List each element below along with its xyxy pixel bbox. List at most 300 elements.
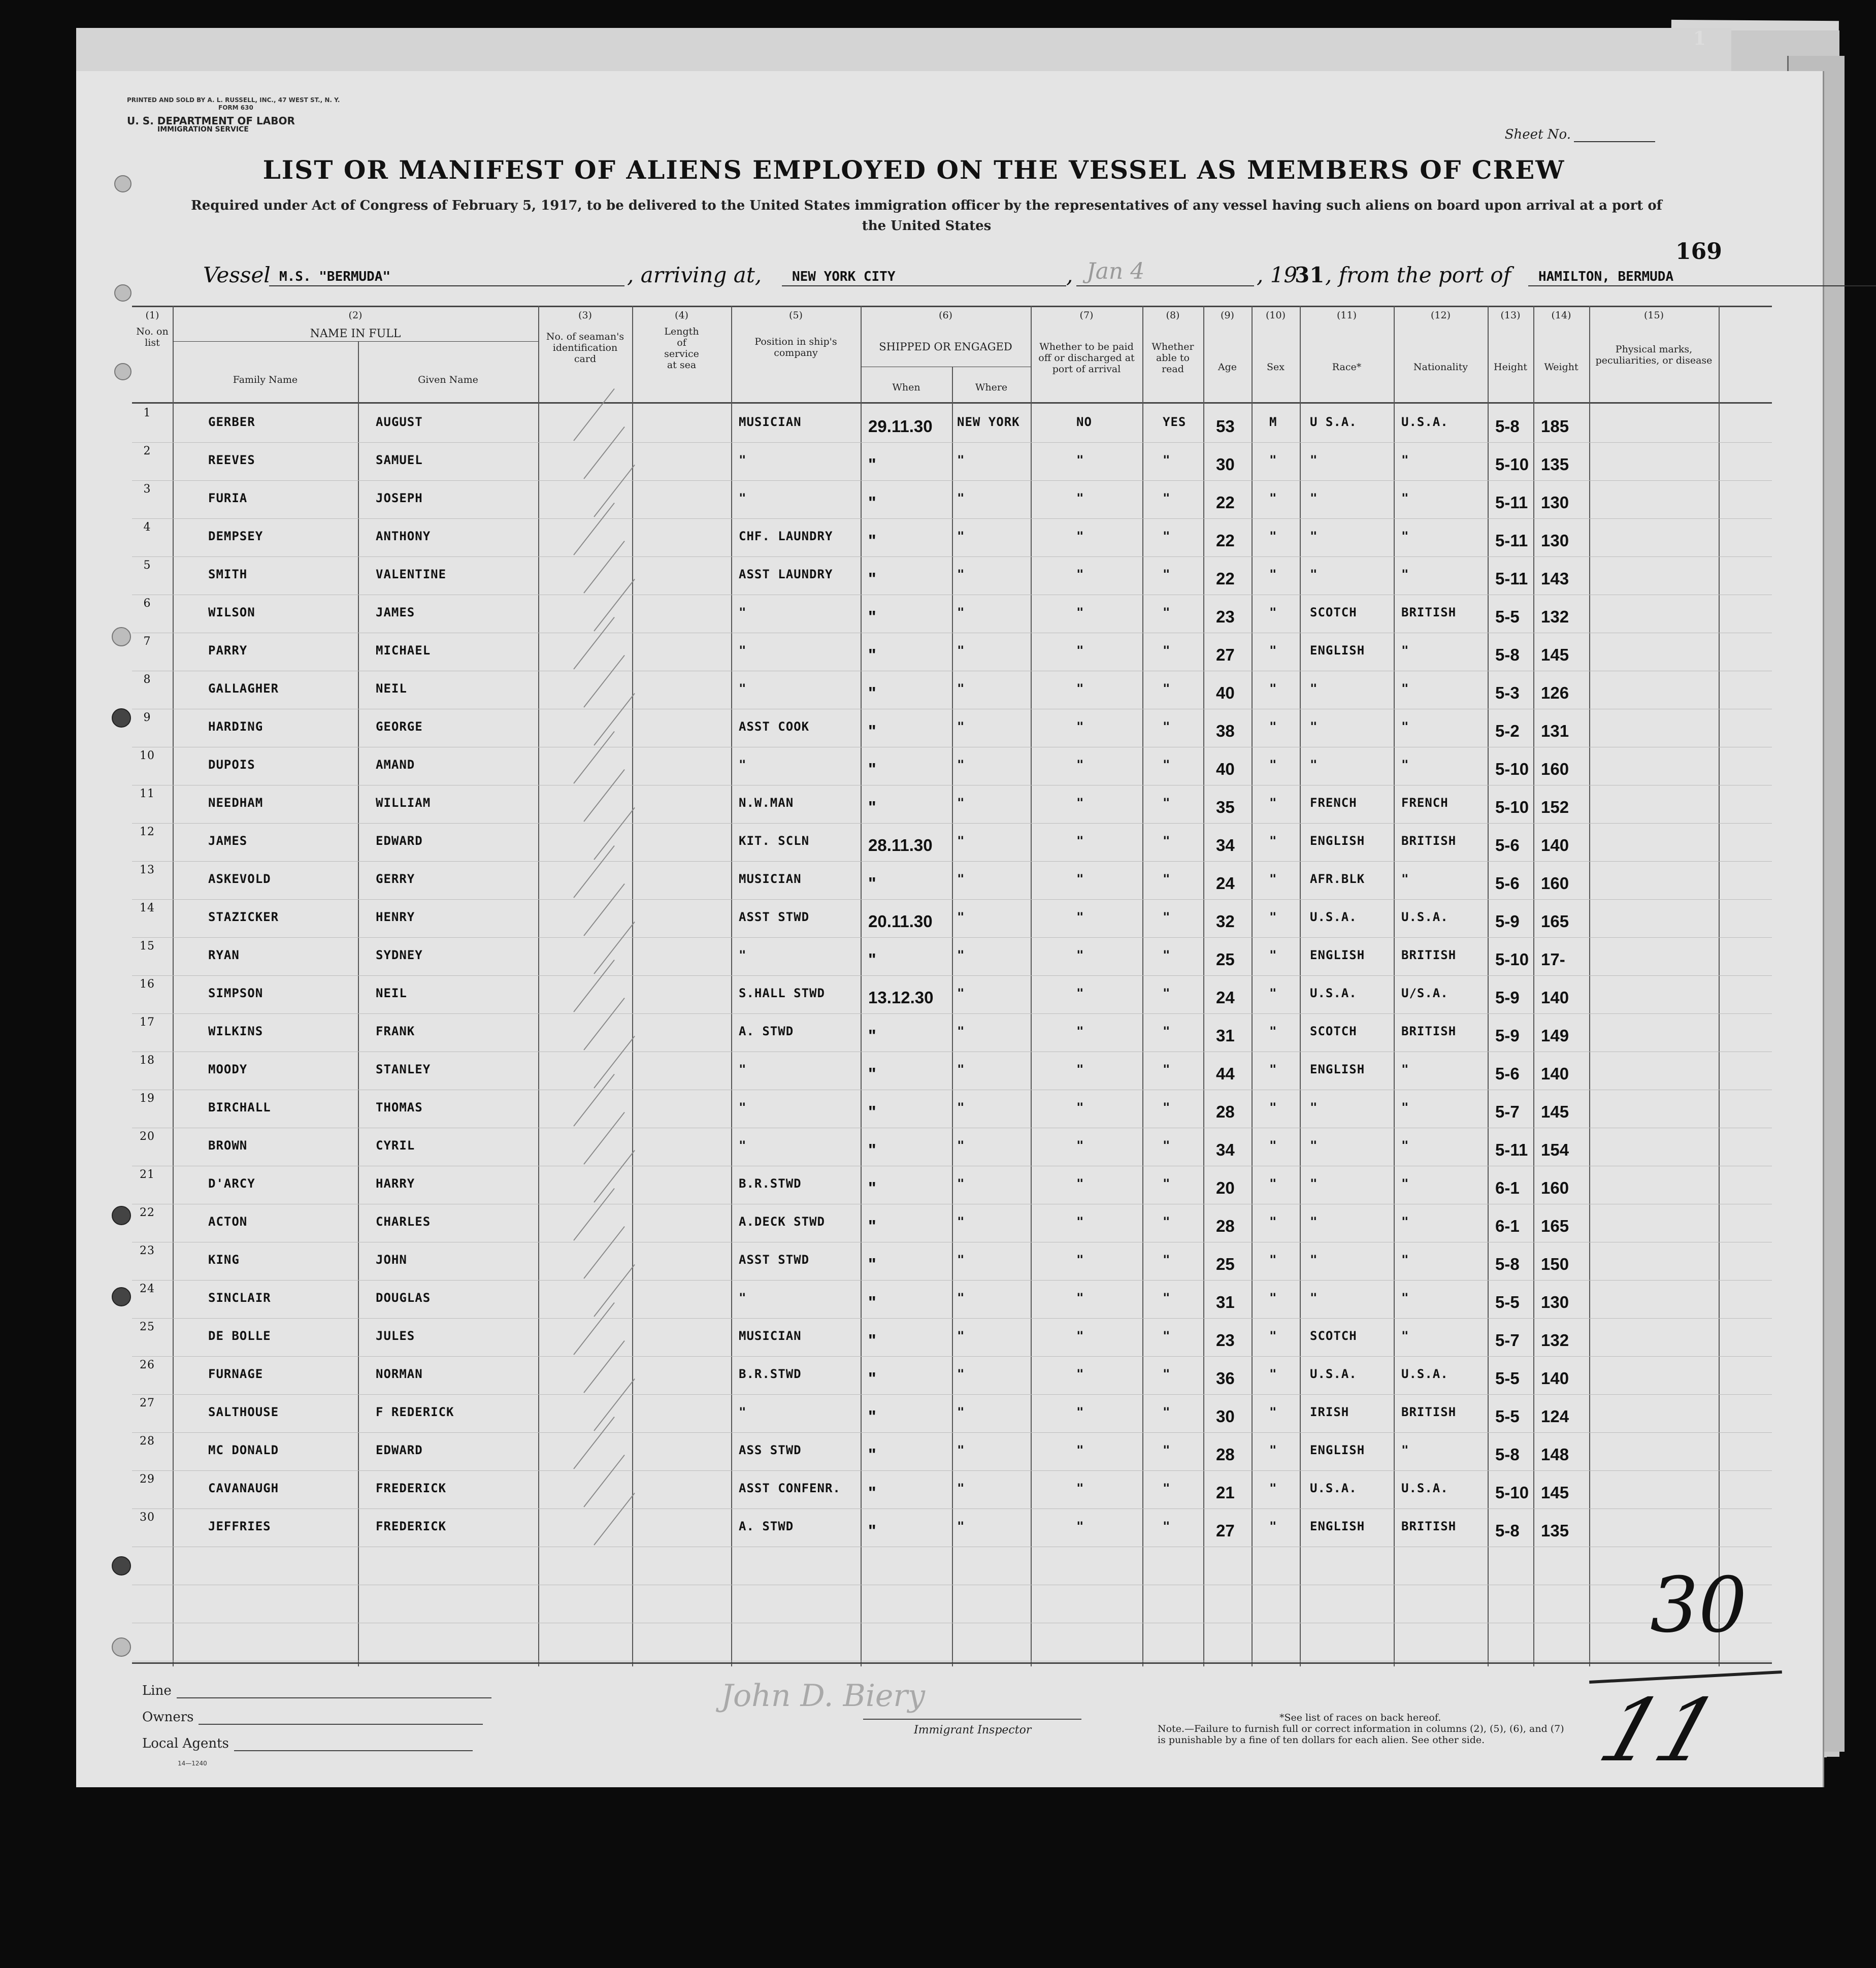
cell-when: 28.11.30 [868, 836, 933, 855]
cell-sex: " [1269, 567, 1277, 581]
cell-age: 27 [1216, 645, 1235, 664]
cell-where: " [957, 1024, 965, 1038]
cell-paid: " [1076, 529, 1084, 543]
table-row [132, 1166, 1772, 1204]
cell-no: 10 [140, 749, 155, 762]
cell-family: DUPOIS [208, 758, 255, 772]
cell-height: 6-1 [1495, 1178, 1520, 1197]
cell-nationality: " [1401, 1100, 1409, 1114]
cell-sex: " [1269, 758, 1277, 772]
cell-family: FURIA [208, 491, 248, 505]
col-header-age: Age [1217, 362, 1237, 373]
cell-height: 5-10 [1495, 1483, 1529, 1502]
cell-where: " [957, 1138, 965, 1153]
col-header-sex: Sex [1267, 362, 1285, 373]
inspector-label: Immigrant Inspector [914, 1724, 1032, 1736]
cell-race: ENGLISH [1310, 834, 1365, 848]
cell-when: " [868, 1331, 876, 1350]
table-row [132, 1395, 1772, 1433]
table-row [132, 1014, 1772, 1052]
cell-sex: " [1269, 1329, 1277, 1343]
cell-no: 23 [140, 1244, 155, 1257]
cell-paid: " [1076, 1062, 1084, 1076]
cell-position: " [739, 1138, 747, 1153]
cell-position: " [739, 605, 747, 619]
cell-race: " [1310, 491, 1318, 505]
cell-position: " [739, 491, 747, 505]
cell-when: " [868, 874, 876, 893]
cell-read: " [1163, 1443, 1171, 1457]
signature-line [863, 1719, 1081, 1720]
cell-where: " [957, 986, 965, 1000]
punch-hole [112, 627, 131, 646]
cell-height: 6-1 [1495, 1217, 1520, 1235]
cell-age: 36 [1216, 1369, 1235, 1388]
cell-age: 28 [1216, 1102, 1235, 1121]
cell-no: 1 [143, 407, 151, 419]
cell-age: 34 [1216, 1140, 1235, 1159]
cell-paid: " [1076, 796, 1084, 810]
table-row [132, 557, 1772, 595]
cell-given: JOSEPH [376, 491, 423, 505]
cell-paid: NO [1076, 415, 1092, 429]
cell-height: 5-11 [1495, 531, 1528, 550]
cell-where: " [957, 643, 965, 658]
cell-where: " [957, 1405, 965, 1419]
cell-no: 18 [140, 1054, 155, 1067]
cell-weight: 132 [1541, 1331, 1569, 1350]
table-row [132, 443, 1772, 481]
cell-family: D'ARCY [208, 1176, 255, 1191]
cell-family: CAVANAUGH [208, 1481, 279, 1495]
pencil-mark [573, 388, 615, 441]
cell-height: 5-6 [1495, 874, 1520, 893]
punch-hole [112, 1206, 131, 1225]
cell-read: " [1163, 1405, 1171, 1419]
cell-sex: " [1269, 529, 1277, 543]
table-row [132, 671, 1772, 709]
cell-sex: " [1269, 1443, 1277, 1457]
cell-weight: 130 [1541, 493, 1569, 512]
cell-position: N.W.MAN [739, 796, 794, 810]
col-header-read: Whether able to read [1151, 341, 1194, 375]
cell-sex: " [1269, 872, 1277, 886]
cell-where: " [957, 834, 965, 848]
cell-where: " [957, 681, 965, 696]
vessel-field: M.S. "BERMUDA" [269, 265, 624, 286]
cell-when: " [868, 1140, 876, 1159]
table-row [132, 1204, 1772, 1242]
cell-read: " [1163, 1024, 1171, 1038]
cell-family: RYAN [208, 948, 240, 962]
table-row [132, 709, 1772, 747]
cell-given: SAMUEL [376, 453, 423, 467]
cell-given: NEIL [376, 681, 407, 696]
cell-read: " [1163, 986, 1171, 1000]
cell-no: 13 [140, 864, 155, 876]
cell-paid: " [1076, 1329, 1084, 1343]
line-field: Line [142, 1683, 491, 1698]
table-row [132, 1357, 1772, 1395]
cell-when: " [868, 1407, 876, 1426]
cell-age: 20 [1216, 1178, 1235, 1197]
cell-read: " [1163, 643, 1171, 658]
col-header-physical-marks: Physical marks, peculiarities, or disease [1595, 344, 1713, 366]
cell-family: REEVES [208, 453, 255, 467]
cell-nationality: " [1401, 453, 1409, 467]
cell-nationality: " [1401, 643, 1409, 658]
cell-age: 24 [1216, 988, 1235, 1007]
cell-read: " [1163, 1138, 1171, 1153]
cell-height: 5-8 [1495, 1521, 1520, 1540]
stamp-number: 169 [1675, 239, 1722, 265]
cell-no: 9 [143, 711, 151, 724]
cell-given: F REDERICK [376, 1405, 454, 1419]
cell-family: FURNAGE [208, 1367, 264, 1381]
page-number: 1 [1693, 28, 1706, 49]
cell-given: MICHAEL [376, 643, 431, 658]
cell-sex: " [1269, 681, 1277, 696]
cell-nationality: FRENCH [1401, 796, 1449, 810]
handwritten-total: 30 [1650, 1561, 1747, 1650]
cell-no: 30 [140, 1511, 155, 1524]
cell-where: " [957, 605, 965, 619]
cell-when: 13.12.30 [868, 988, 934, 1007]
table-row [132, 1319, 1772, 1357]
cell-nationality: U.S.A. [1401, 1367, 1449, 1381]
cell-no: 11 [140, 788, 155, 800]
cell-sex: M [1269, 415, 1277, 429]
cell-age: 35 [1216, 798, 1235, 816]
cell-weight: 160 [1541, 760, 1569, 778]
cell-no: 29 [140, 1473, 155, 1486]
cell-nationality: BRITISH [1401, 1405, 1457, 1419]
cell-position: " [739, 1291, 747, 1305]
cell-given: FREDERICK [376, 1481, 447, 1495]
cell-weight: 130 [1541, 1293, 1569, 1311]
cell-when: " [868, 607, 876, 626]
cell-height: 5-6 [1495, 1064, 1520, 1083]
arriving-field: NEW YORK CITY [782, 265, 1066, 286]
cell-sex: " [1269, 796, 1277, 810]
cell-race: " [1310, 1253, 1318, 1267]
col-header-shipped: SHIPPED OR ENGAGED [879, 341, 1012, 353]
cell-when: " [868, 760, 876, 778]
col-10-number: (10) [1265, 310, 1286, 321]
cell-when: " [868, 798, 876, 816]
cell-nationality: " [1401, 491, 1409, 505]
cell-family: NEEDHAM [208, 796, 264, 810]
cell-where: " [957, 1329, 965, 1343]
col-8-number: (8) [1166, 310, 1180, 321]
cell-position: ASST STWD [739, 910, 810, 924]
col-header-weight: Weight [1544, 362, 1578, 373]
cell-sex: " [1269, 605, 1277, 619]
table-row [132, 1128, 1772, 1166]
page-subtitle: Required under Act of Congress of February 5, 1917, to be delivered to the United States immigration officer by the representatives of any vessel having such aliens on board upon arrival at a port of the United States [191, 198, 1662, 234]
cell-height: 5-7 [1495, 1102, 1520, 1121]
cell-sex: " [1269, 1481, 1277, 1495]
cell-paid: " [1076, 1405, 1084, 1419]
table-row [132, 785, 1772, 824]
cell-no: 20 [140, 1130, 155, 1143]
cell-no: 26 [140, 1359, 155, 1371]
cell-when: " [868, 1102, 876, 1121]
cell-read: " [1163, 758, 1171, 772]
cell-paid: " [1076, 1215, 1084, 1229]
cell-nationality: U.S.A. [1401, 910, 1449, 924]
cell-paid: " [1076, 453, 1084, 467]
cell-when: " [868, 645, 876, 664]
cell-read: " [1163, 1519, 1171, 1533]
owners-field: Owners [142, 1710, 483, 1725]
cell-where: " [957, 796, 965, 810]
table-row [132, 633, 1772, 671]
cell-height: 5-9 [1495, 988, 1520, 1007]
cell-nationality: " [1401, 1138, 1409, 1153]
cell-race: U.S.A. [1310, 1367, 1357, 1381]
col-header-given-name: Given Name [418, 374, 478, 385]
table-row [132, 1052, 1772, 1090]
col-header-family-name: Family Name [233, 374, 298, 385]
cell-read: " [1163, 1176, 1171, 1191]
cell-given: WILLIAM [376, 796, 431, 810]
cell-family: MOODY [208, 1062, 248, 1076]
cell-age: 22 [1216, 569, 1235, 588]
cell-when: " [868, 455, 876, 474]
cell-weight: 126 [1541, 683, 1569, 702]
from-port-label: , from the port of [1325, 263, 1511, 287]
cell-paid: " [1076, 605, 1084, 619]
cell-family: KING [208, 1253, 240, 1267]
cell-given: GERRY [376, 872, 415, 886]
col-15-number: (15) [1643, 310, 1664, 321]
cell-given: JOHN [376, 1253, 407, 1267]
cell-nationality: " [1401, 567, 1409, 581]
sheet-number-field: Sheet No. [1505, 127, 1655, 142]
cell-when: " [868, 531, 876, 550]
cell-height: 5-2 [1495, 721, 1520, 740]
cell-race: " [1310, 719, 1318, 734]
cell-sex: " [1269, 1024, 1277, 1038]
table-row [132, 519, 1772, 557]
punch-hole [112, 1287, 131, 1306]
cell-given: CHARLES [376, 1215, 431, 1229]
cell-age: 27 [1216, 1521, 1235, 1540]
cell-family: DEMPSEY [208, 529, 264, 543]
cell-position: ASS STWD [739, 1443, 802, 1457]
cell-race: ENGLISH [1310, 643, 1365, 658]
cell-nationality: " [1401, 1062, 1409, 1076]
cell-height: 5-10 [1495, 760, 1529, 778]
table-row [132, 1090, 1772, 1128]
local-agents-field: Local Agents [142, 1736, 473, 1751]
cell-nationality: " [1401, 1443, 1409, 1457]
col-11-number: (11) [1336, 310, 1357, 321]
cell-no: 12 [140, 826, 155, 838]
col-header-height: Height [1494, 362, 1527, 373]
table-row [132, 481, 1772, 519]
cell-nationality: " [1401, 529, 1409, 543]
cell-when: " [868, 569, 876, 588]
cell-position: " [739, 1062, 747, 1076]
cell-nationality: " [1401, 719, 1409, 734]
cell-paid: " [1076, 1443, 1084, 1457]
cell-paid: " [1076, 1100, 1084, 1114]
cell-weight: 185 [1541, 417, 1569, 436]
cell-age: 25 [1216, 1255, 1235, 1273]
cell-race: U S.A. [1310, 415, 1357, 429]
cell-height: 5-10 [1495, 798, 1529, 816]
cell-where: " [957, 1215, 965, 1229]
cell-height: 5-8 [1495, 1445, 1520, 1464]
cell-where: " [957, 1253, 965, 1267]
cell-sex: " [1269, 986, 1277, 1000]
cell-given: EDWARD [376, 1443, 423, 1457]
col-header-service: Length of service at sea [664, 326, 699, 371]
table-row [132, 747, 1772, 785]
cell-when: " [868, 1178, 876, 1197]
cell-read: " [1163, 1062, 1171, 1076]
col-header-no: No. on list [136, 326, 169, 348]
table-row [132, 1242, 1772, 1281]
cell-position: MUSICIAN [739, 872, 802, 886]
cell-no: 28 [140, 1435, 155, 1448]
cell-nationality: " [1401, 1215, 1409, 1229]
col-2-number: (2) [348, 310, 363, 321]
cell-given: GEORGE [376, 719, 423, 734]
cell-weight: 135 [1541, 1521, 1569, 1540]
cell-nationality: BRITISH [1401, 1024, 1457, 1038]
cell-age: 38 [1216, 721, 1235, 740]
table-row [132, 1471, 1772, 1509]
cell-weight: 140 [1541, 836, 1569, 855]
cell-paid: " [1076, 1519, 1084, 1533]
cell-paid: " [1076, 681, 1084, 696]
cell-read: " [1163, 605, 1171, 619]
col-9-number: (9) [1221, 310, 1234, 321]
cell-when: 29.11.30 [868, 417, 933, 436]
punch-hole [112, 1637, 131, 1657]
cell-read: " [1163, 681, 1171, 696]
page-title: LIST OR MANIFEST OF ALIENS EMPLOYED ON THE VESSEL AS MEMBERS OF CREW [262, 155, 1565, 185]
cell-where: " [957, 529, 965, 543]
cell-where: " [957, 1062, 965, 1076]
cell-family: JEFFRIES [208, 1519, 271, 1533]
cell-sex: " [1269, 1062, 1277, 1076]
cell-weight: 140 [1541, 1064, 1569, 1083]
cell-family: BIRCHALL [208, 1100, 271, 1114]
cell-weight: 17- [1541, 950, 1565, 969]
cell-when: " [868, 1026, 876, 1045]
table-row [132, 976, 1772, 1014]
department-heading: U. S. DEPARTMENT OF LABOR IMMIGRATION SERVICE [127, 115, 295, 134]
cell-nationality: " [1401, 1176, 1409, 1191]
cell-position: " [739, 681, 747, 696]
cell-read: " [1163, 1329, 1171, 1343]
table-row [132, 595, 1772, 633]
cell-when: " [868, 950, 876, 969]
table-row [132, 938, 1772, 976]
cell-no: 8 [143, 673, 151, 686]
cell-age: 22 [1216, 493, 1235, 512]
cell-position: " [739, 643, 747, 658]
year-label: , 19 [1257, 263, 1298, 287]
cell-sex: " [1269, 453, 1277, 467]
cell-age: 40 [1216, 683, 1235, 702]
cell-family: DE BOLLE [208, 1329, 271, 1343]
cell-paid: " [1076, 1253, 1084, 1267]
cell-race: U.S.A. [1310, 986, 1357, 1000]
cell-position: B.R.STWD [739, 1176, 802, 1191]
cell-height: 5-11 [1495, 569, 1528, 588]
cell-where: " [957, 872, 965, 886]
cell-nationality: BRITISH [1401, 605, 1457, 619]
cell-weight: 132 [1541, 607, 1569, 626]
cell-age: 23 [1216, 1331, 1235, 1350]
cell-when: " [868, 721, 876, 740]
cell-no: 4 [143, 521, 151, 534]
cell-paid: " [1076, 872, 1084, 886]
cell-no: 24 [140, 1283, 155, 1295]
cell-race: IRISH [1310, 1405, 1350, 1419]
cell-race: " [1310, 1291, 1318, 1305]
cell-when: " [868, 683, 876, 702]
cell-given: CYRIL [376, 1138, 415, 1153]
cell-position: KIT. SCLN [739, 834, 810, 848]
cell-no: 25 [140, 1321, 155, 1333]
cell-sex: " [1269, 491, 1277, 505]
cell-nationality: " [1401, 872, 1409, 886]
date-field: Jan 4 [1076, 265, 1254, 286]
cell-family: SIMPSON [208, 986, 264, 1000]
cell-weight: 140 [1541, 1369, 1569, 1388]
cell-where: " [957, 1519, 965, 1533]
cell-weight: 143 [1541, 569, 1569, 588]
cell-read: " [1163, 567, 1171, 581]
cell-age: 25 [1216, 950, 1235, 969]
cell-family: HARDING [208, 719, 264, 734]
cell-weight: 165 [1541, 912, 1569, 931]
cell-height: 5-9 [1495, 1026, 1520, 1045]
cell-weight: 165 [1541, 1217, 1569, 1235]
cell-sex: " [1269, 1291, 1277, 1305]
cell-weight: 124 [1541, 1407, 1569, 1426]
cell-age: 23 [1216, 607, 1235, 626]
cell-read: " [1163, 834, 1171, 848]
cell-no: 15 [140, 940, 155, 953]
cell-where: " [957, 1176, 965, 1191]
cell-read: " [1163, 453, 1171, 467]
cell-paid: " [1076, 1024, 1084, 1038]
cell-position: " [739, 1405, 747, 1419]
cell-race: U.S.A. [1310, 910, 1357, 924]
cell-race: " [1310, 1138, 1318, 1153]
cell-age: 21 [1216, 1483, 1235, 1502]
cell-where: " [957, 758, 965, 772]
cell-height: 5-8 [1495, 645, 1520, 664]
cell-height: 5-11 [1495, 1140, 1528, 1159]
cell-nationality: BRITISH [1401, 948, 1457, 962]
printer-imprint: PRINTED AND SOLD BY A. L. RUSSELL, INC., 47 WEST ST., N. Y. FORM 630 [127, 96, 340, 111]
vessel-label: Vessel [203, 263, 271, 287]
table-row [132, 405, 1772, 443]
cell-weight: 148 [1541, 1445, 1569, 1464]
table-row [132, 862, 1772, 900]
cell-where: " [957, 948, 965, 962]
cell-race: " [1310, 453, 1318, 467]
manifest-table [132, 306, 1772, 1666]
